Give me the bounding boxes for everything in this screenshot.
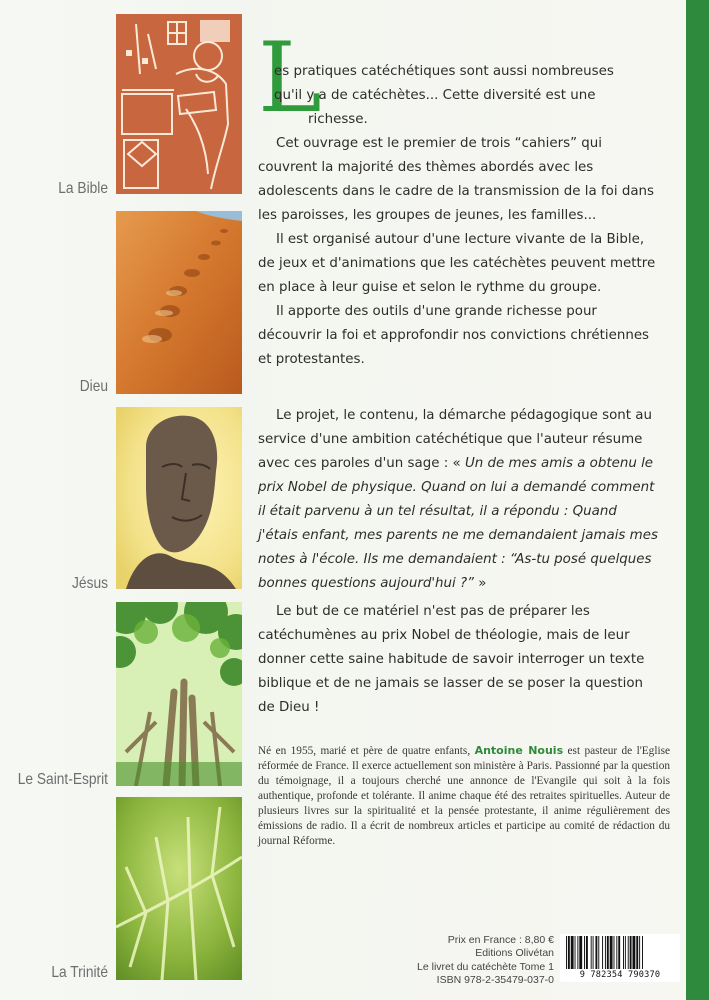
barcode-bar: [614, 936, 615, 969]
barcode-bar: [639, 936, 640, 969]
barcode: [560, 934, 680, 982]
intro-line-3: richesse.: [308, 112, 368, 127]
barcode-bar: [577, 936, 578, 969]
quote-section: [258, 404, 658, 720]
barcode-bar: [602, 936, 603, 969]
author-bio: [258, 743, 670, 849]
author-name: Antoine Nouis: [474, 744, 564, 757]
barcode-bar: [618, 936, 620, 969]
barcode-bar: [605, 936, 606, 969]
series-title: Le livret du catéchète Tome 1: [417, 960, 554, 973]
barcode-bar: [575, 936, 576, 969]
barcode-bar: [610, 936, 613, 969]
body-text: [258, 132, 658, 372]
barcode-bar: [628, 936, 629, 969]
barcode-bar: [607, 936, 609, 969]
publisher: Editions Olivétan: [475, 947, 554, 960]
barcode-bar: [568, 936, 570, 969]
barcode-bar: [586, 936, 588, 969]
barcode-bar: [571, 936, 574, 969]
intro-line-2: qu'il y a de catéchètes... Cette diversité est une: [274, 88, 596, 103]
caption-jesus: Jésus: [72, 575, 108, 592]
caption-dieu: Dieu: [79, 378, 108, 395]
paragraph-cahiers: Cet ouvrage est le premier de trois “cahiers” qui couvrent la majorité des thèmes abordés avec les adolescents dans le cadre de la transmission de la foi dans les paroisses, les groupes de jeunes, les familles...: [258, 136, 655, 223]
barcode-bar: [636, 936, 638, 969]
leaf-closeup-image: [116, 797, 242, 980]
barcode-bar: [593, 936, 594, 969]
barcode-bars: [564, 936, 676, 970]
caption-saint-esprit: Le Saint-Esprit: [17, 771, 108, 788]
sage-quote: Un de mes amis a obtenu le prix Nobel de physique. Quand on lui a demandé comment il était parvenu à un tel résultat, il a répondu : Quand j'étais enfant, mes parents ne me demandaient jamais mes notes à l'école. Ils me demandaient : “As-tu posé quelques bonnes questions aujourd'hui ?”: [258, 456, 658, 591]
paragraph-organisation: Il est organisé autour d'une lecture vivante de la Bible, de jeux et d'animations que les catéchètes peuvent mettre en place à leur guise et selon le rythme du groupe.: [258, 232, 656, 295]
projet-text: Le projet, le contenu, la démarche pédagogique sont au service d'une ambition catéchétique que l'auteur résume avec ces paroles d'un sage : «: [258, 408, 652, 471]
bio-rest: est pasteur de l'Eglise réformée de France. Il exerce actuellement son ministère à Paris. Passionné par la question du témoignage, il a toujours cherché une annonce de l'Evangile qui soit à la fois authentique, profonde et tolérante. Il anime chaque été des retraites spirituelles. Auteur de plusieurs livres sur la spiritualité et la pensée protestante, il anime régulièrement des émissions de radio. Il a écrit de nombreux articles et participe au comité de rédaction du journal Réforme.: [258, 745, 671, 847]
barcode-bar: [595, 936, 597, 969]
barcode-digits: 9 782354 790370: [579, 970, 661, 980]
desert-dunes-image: [116, 211, 242, 394]
isbn: ISBN 978-2-35479-037-0: [436, 973, 554, 986]
intro-paragraph: [258, 60, 658, 132]
green-edge-bar: [686, 0, 709, 1000]
bible-woodcut-image: [116, 14, 242, 194]
barcode-bar: [584, 936, 585, 969]
barcode-bar: [625, 936, 626, 969]
barcode-bar: [642, 936, 643, 969]
barcode-bar: [623, 936, 624, 969]
intro-line-1: es pratiques catéchétiques sont aussi nombreuses: [274, 64, 614, 79]
quote-close: »: [478, 576, 487, 591]
imprint-block: [380, 934, 554, 987]
forest-canopy-image: [116, 602, 242, 786]
caption-trinite: La Trinité: [51, 964, 108, 981]
paragraph-but: Le but de ce matériel n'est pas de préparer les catéchumènes au prix Nobel de théologie, mais de leur donner cette saine habitude de savoir interroger un texte biblique et de ne jamais se lasser de se poser la question de Dieu !: [258, 604, 645, 715]
paragraph-projet: [258, 404, 658, 596]
barcode-bar: [579, 936, 582, 969]
barcode-bar: [630, 936, 632, 969]
bio-intro: Né en 1955, marié et père de quatre enfants,: [258, 745, 471, 757]
barcode-bar: [598, 936, 599, 969]
jesus-sculpture-image: [116, 407, 242, 589]
barcode-bar: [566, 936, 567, 969]
price: Prix en France : 8,80 €: [447, 934, 554, 946]
caption-bible: La Bible: [58, 180, 108, 197]
barcode-bar: [616, 936, 617, 969]
barcode-bar: [633, 936, 636, 969]
drop-cap: L: [258, 22, 322, 134]
paragraph-outils: Il apporte des outils d'une grande richesse pour découvrir la foi et approfondir nos convictions chrétiennes et protestantes.: [258, 304, 650, 367]
barcode-bar: [591, 936, 592, 969]
